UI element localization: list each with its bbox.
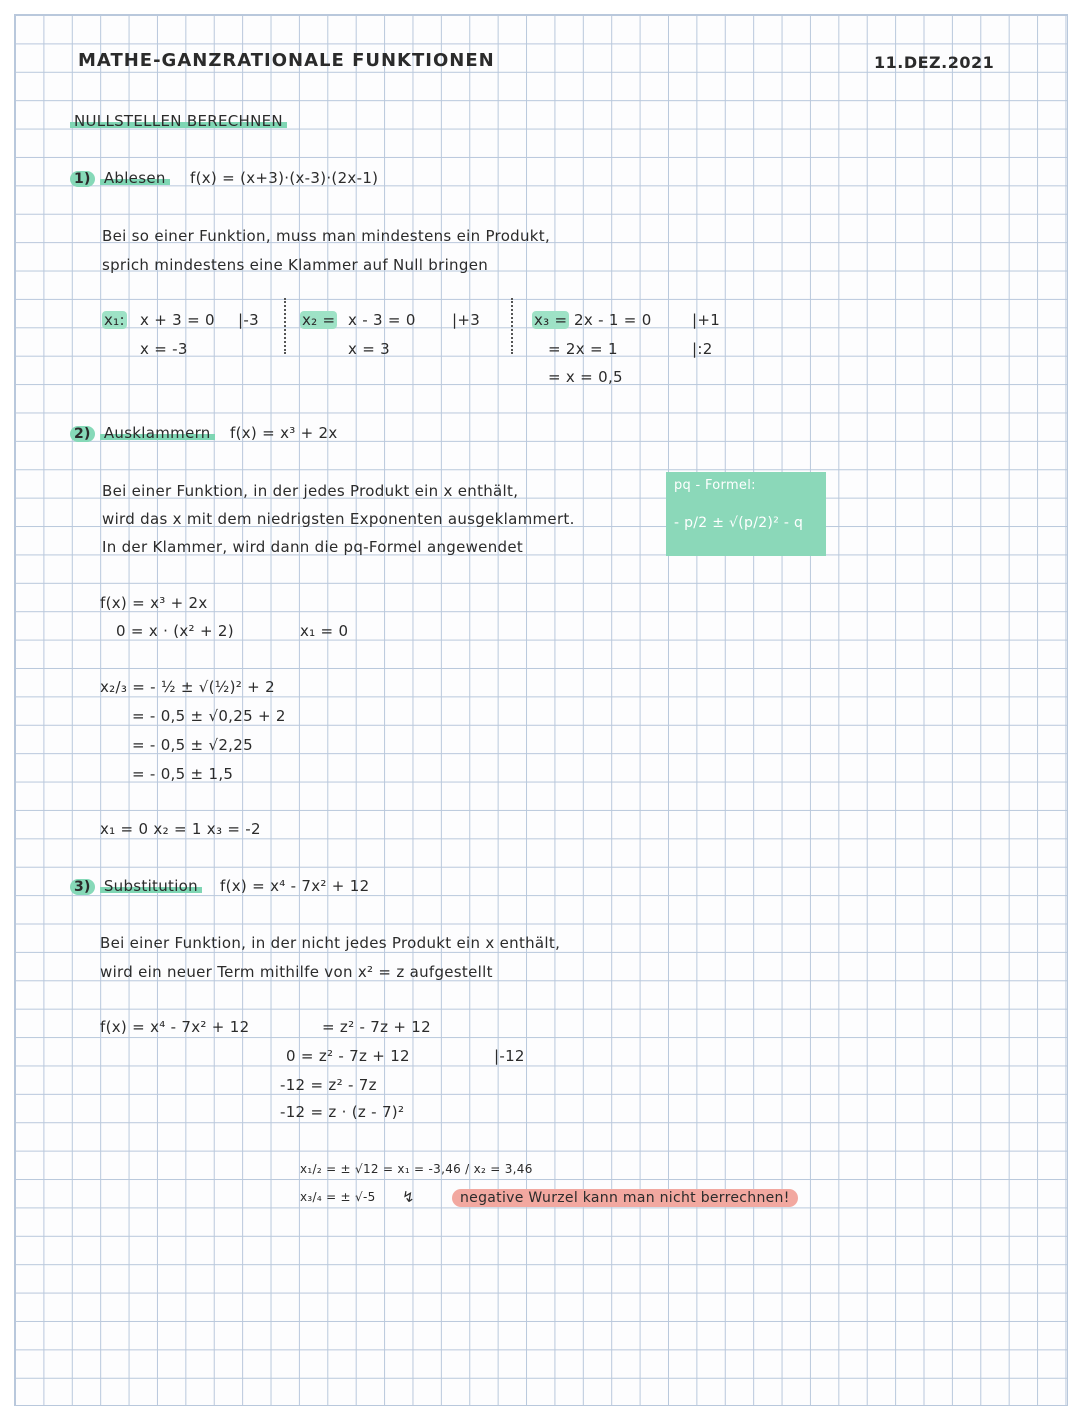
- section-1-number: 1): [70, 171, 95, 187]
- divider-2: [511, 298, 513, 354]
- section-2-result: x₁ = 0 x₂ = 1 x₃ = -2: [100, 820, 261, 838]
- section-3-calc-line-2: 0 = z² - 7z + 12: [286, 1047, 410, 1065]
- x1-operation: |-3: [238, 311, 259, 329]
- section-3-result-1: x₁/₂ = ± √12 = x₁ = -3,46 / x₂ = 3,46: [300, 1162, 533, 1176]
- x2-operation: |+3: [452, 311, 481, 329]
- section-3-text-line-2: wird ein neuer Term mithilfe von x² = z aufgestellt: [100, 963, 493, 981]
- heading-text: NULLSTELLEN BERECHNEN: [70, 112, 287, 130]
- x1-label: [102, 311, 127, 329]
- section-2-calc-line-3: x₂/₃ = - ½ ± √(½)² + 2: [100, 678, 275, 696]
- section-3-text-line-1: Bei einer Funktion, in der nicht jedes Produkt ein x enthält,: [100, 934, 561, 952]
- section-2-calc-line-5: = - 0,5 ± √2,25: [132, 736, 253, 754]
- section-3-result-2: x₃/₄ = ± √-5: [300, 1190, 376, 1204]
- section-3-note: [452, 1188, 798, 1206]
- x3-operation-1: |+1: [692, 311, 721, 329]
- section-3-calc-left: f(x) = x⁴ - 7x² + 12: [100, 1018, 250, 1036]
- section-3-number: 3): [70, 879, 95, 895]
- x3-label: [532, 311, 569, 329]
- x2-result: x = 3: [348, 340, 391, 358]
- x2-label: [300, 311, 337, 329]
- section-2-label: Ausklammern: [100, 424, 215, 442]
- section-1-text-line-2: sprich mindestens eine Klammer auf Null bringen: [102, 256, 489, 274]
- section-3-function: f(x) = x⁴ - 7x² + 12: [220, 877, 370, 895]
- section-2-text-line-3: In der Klammer, wird dann die pq-Formel angewendet: [102, 538, 524, 556]
- pq-formula: - p/2 ± √(p/2)² - q: [674, 515, 804, 531]
- section-2-calc-line-2: 0 = x · (x² + 2): [116, 622, 234, 640]
- pq-formula-title: pq - Formel:: [674, 478, 756, 493]
- section-2-calc-line-1: f(x) = x³ + 2x: [100, 594, 208, 612]
- section-3-label: Substitution: [100, 877, 202, 895]
- section-2-calc-line-4: = - 0,5 ± √0,25 + 2: [132, 707, 286, 725]
- section-2-text-line-1: Bei einer Funktion, in der jedes Produkt ein x enthält,: [102, 482, 519, 500]
- pq-formula-box: [666, 472, 826, 556]
- section-3-calc-line-3: -12 = z² - 7z: [280, 1076, 377, 1094]
- contradiction-mark-icon: ↯: [402, 1188, 415, 1206]
- section-1-text-line-1: Bei so einer Funktion, muss man mindestens ein Produkt,: [102, 227, 551, 245]
- x3-line-2: = 2x = 1: [548, 340, 618, 358]
- x3-name: x₃ =: [534, 311, 568, 329]
- section-1-function: f(x) = (x+3)·(x-3)·(2x-1): [190, 169, 379, 187]
- x2-name: x₂ =: [302, 311, 336, 329]
- negative-root-note: negative Wurzel kann man nicht berrechnen!: [452, 1189, 798, 1207]
- x3-operation-2: |:2: [692, 340, 713, 358]
- x3-equation: 2x - 1 = 0: [574, 311, 652, 329]
- x1-equation: x + 3 = 0: [140, 311, 215, 329]
- section-2-x1-result: x₁ = 0: [300, 622, 349, 640]
- section-3-calc-line-4: -12 = z · (z - 7)²: [280, 1103, 405, 1121]
- x2-equation: x - 3 = 0: [348, 311, 416, 329]
- section-3-calc-right: = z² - 7z + 12: [322, 1018, 431, 1036]
- section-2-text-line-2: wird das x mit dem niedrigsten Exponenten ausgeklammert.: [102, 510, 575, 528]
- page-date: 11.DEZ.2021: [874, 53, 995, 72]
- section-2-number: 2): [70, 426, 95, 442]
- section-3-title: [70, 877, 202, 895]
- x1-result: x = -3: [140, 340, 188, 358]
- section-2-title: [70, 424, 215, 442]
- section-heading: [70, 112, 287, 130]
- section-1-label: Ablesen: [100, 169, 170, 187]
- section-1-title: [70, 169, 170, 187]
- section-3-calc-op: |-12: [494, 1047, 525, 1065]
- section-2-function: f(x) = x³ + 2x: [230, 424, 338, 442]
- x3-line-3: = x = 0,5: [548, 368, 623, 386]
- x1-name: x₁:: [104, 311, 125, 329]
- page-title: MATHE-GANZRATIONALE FUNKTIONEN: [78, 50, 495, 71]
- section-2-calc-line-6: = - 0,5 ± 1,5: [132, 765, 234, 783]
- divider-1: [284, 298, 286, 354]
